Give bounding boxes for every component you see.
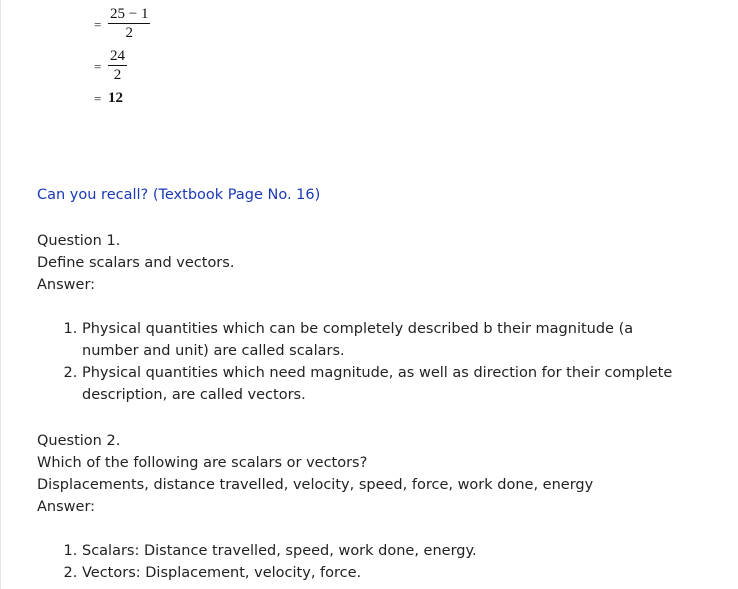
math-result: 12 <box>108 89 123 106</box>
math-derivation <box>94 3 150 109</box>
question-1-label: Question 1. <box>37 233 121 249</box>
math-row-2 <box>94 45 150 87</box>
fraction-1-denominator: 2 <box>125 24 133 41</box>
question-2-text: Which of the following are scalars or vectors? <box>37 455 368 471</box>
question-1-text: Define scalars and vectors. <box>37 255 235 271</box>
page-left-border <box>0 0 1 589</box>
question-2-label: Question 2. <box>37 433 121 449</box>
equals-sign: = <box>94 90 102 106</box>
list-item: 1. Physical quantities which can be completely described b their magnitude (a number and unit) are called scalars. <box>82 318 692 362</box>
list-item: 1. Scalars: Distance travelled, speed, work done, energy. <box>82 540 692 562</box>
section-heading: Can you recall? (Textbook Page No. 16) <box>37 187 321 203</box>
fraction-1 <box>108 6 150 43</box>
question-1-answer-list <box>0 318 692 406</box>
question-2-items: Displacements, distance travelled, velocity, speed, force, work done, energy <box>37 477 594 493</box>
question-1-answer-label: Answer: <box>37 277 96 293</box>
question-2-answer-label: Answer: <box>37 499 96 515</box>
fraction-1-numerator: 25 − 1 <box>110 5 149 22</box>
equals-sign: = <box>94 58 102 74</box>
fraction-2-numerator: 24 <box>110 47 125 64</box>
list-item: 2. Vectors: Displacement, velocity, force. <box>82 562 692 584</box>
fraction-2 <box>108 48 127 85</box>
math-row-3 <box>94 87 150 109</box>
question-2-answer-list <box>0 540 692 584</box>
equals-sign: = <box>94 16 102 32</box>
fraction-2-denominator: 2 <box>113 66 122 83</box>
list-item: 2. Physical quantities which need magnitude, as well as direction for their complete description, are called vectors. <box>82 362 692 406</box>
math-row-1 <box>94 3 150 45</box>
